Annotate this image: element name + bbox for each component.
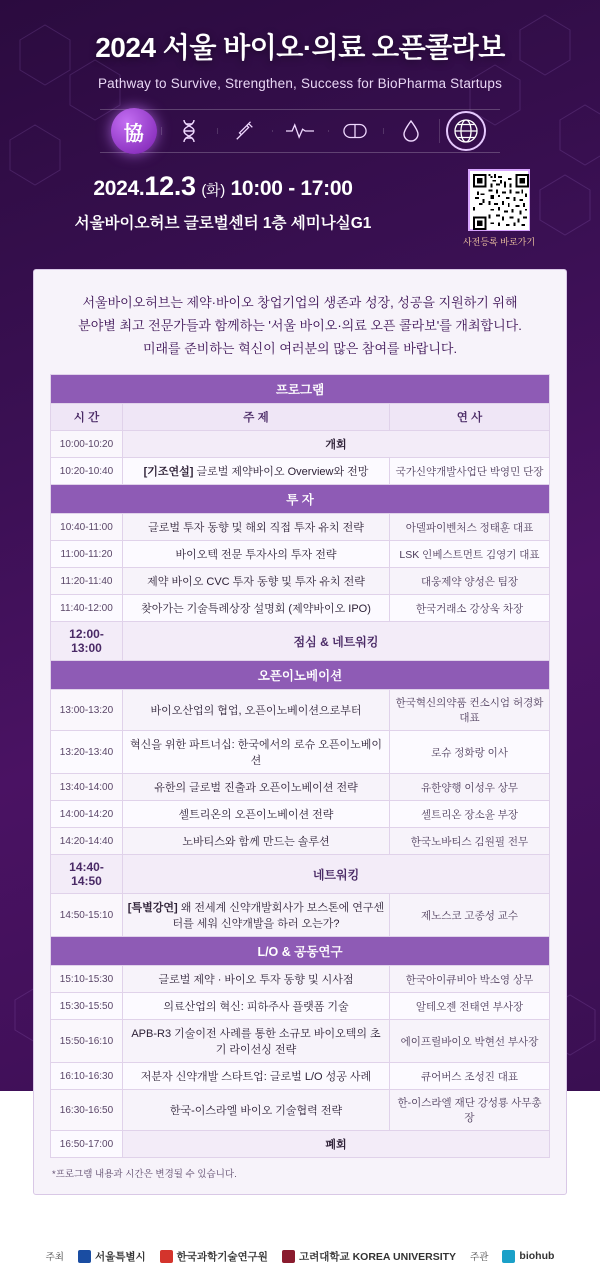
row-time: 10:20-10:40 bbox=[51, 458, 123, 485]
row-time: 14:00-14:20 bbox=[51, 801, 123, 828]
row-topic: 한국-이스라엘 바이오 기술협력 전략 bbox=[123, 1090, 390, 1131]
row-speaker: 한-이스라엘 재단 강성룡 사무총장 bbox=[390, 1090, 550, 1131]
event-datetime-block bbox=[58, 171, 388, 233]
intro-text bbox=[50, 288, 550, 374]
program-title: 프로그램 bbox=[51, 375, 550, 404]
event-meta bbox=[40, 169, 560, 255]
row-time: 16:50-17:00 bbox=[51, 1131, 123, 1158]
section-band bbox=[51, 485, 550, 514]
table-row bbox=[51, 431, 550, 458]
row-time: 13:20-13:40 bbox=[51, 731, 123, 774]
qr-code[interactable] bbox=[468, 169, 530, 231]
table-row bbox=[51, 1020, 550, 1063]
row-topic: 바이오산업의 협업, 오픈이노베이션으로부터 bbox=[123, 690, 390, 731]
section-band bbox=[51, 661, 550, 690]
row-speaker: 한국아이큐비아 박소영 상무 bbox=[390, 966, 550, 993]
intro-line-2: 분야별 최고 전문가들과 함께하는 '서울 바이오·의료 오픈 콜라보'를 개최합니다. bbox=[78, 317, 522, 333]
column-header-0: 시 간 bbox=[51, 404, 123, 431]
intro-line-3: 미래를 준비하는 혁신이 여러분의 많은 참여를 바랍니다. bbox=[142, 340, 458, 356]
date-weekday: (화) bbox=[201, 182, 225, 199]
row-topic: 점심 & 네트워킹 bbox=[123, 622, 550, 661]
syringe-icon bbox=[217, 120, 272, 142]
table-row bbox=[51, 568, 550, 595]
row-topic-text: 글로벌 제약바이오 Overview와 전망 bbox=[196, 466, 369, 479]
row-topic: 네트워킹 bbox=[123, 855, 550, 894]
logo-korea-univ-label: 고려대학교 KOREA UNIVERSITY bbox=[298, 1250, 457, 1263]
row-time: 16:10-16:30 bbox=[51, 1063, 123, 1090]
table-row bbox=[51, 855, 550, 894]
table-row bbox=[51, 894, 550, 937]
table-row bbox=[51, 541, 550, 568]
row-time: 15:50-16:10 bbox=[51, 1020, 123, 1063]
row-topic-tag: [특별강연] bbox=[127, 902, 181, 915]
program-table bbox=[50, 374, 550, 1158]
collab-badge-text: 協 bbox=[111, 108, 157, 154]
row-topic: 글로벌 제약 · 바이오 투자 동향 및 시사점 bbox=[123, 966, 390, 993]
row-time: 15:30-15:50 bbox=[51, 993, 123, 1020]
row-speaker: 한국거래소 강상욱 차장 bbox=[390, 595, 550, 622]
row-speaker: 한국혁신의약품 컨소시엄 허경화 대표 bbox=[390, 690, 550, 731]
contact-email[interactable]: biohubopencollabo@gmail.com bbox=[197, 1214, 378, 1229]
table-row bbox=[51, 622, 550, 661]
event-date-line bbox=[58, 171, 388, 202]
column-header-1: 주 제 bbox=[123, 404, 390, 431]
table-row bbox=[51, 993, 550, 1020]
row-topic: 제약 바이오 CVC 투자 동향 및 투자 유치 전략 bbox=[123, 568, 390, 595]
globe-icon bbox=[439, 111, 494, 151]
row-speaker: 알테오젠 전태연 부사장 bbox=[390, 993, 550, 1020]
row-time: 11:20-11:40 bbox=[51, 568, 123, 595]
logo-seoul-label: 서울특별시 bbox=[94, 1250, 146, 1263]
row-time: 14:20-14:40 bbox=[51, 828, 123, 855]
table-row bbox=[51, 828, 550, 855]
row-speaker: 에이프릴바이오 박현선 부사장 bbox=[390, 1020, 550, 1063]
heartbeat-icon bbox=[272, 122, 327, 140]
logo-seoul bbox=[78, 1249, 146, 1264]
logo-biohub-label: biohub bbox=[519, 1250, 555, 1263]
pill-icon bbox=[328, 122, 383, 140]
event-time: 10:00 - 17:00 bbox=[230, 177, 353, 200]
page-title: 2024 서울 바이오·의료 오픈콜라보 bbox=[95, 32, 505, 63]
table-row bbox=[51, 731, 550, 774]
row-topic: 찾아가는 기술특례상장 설명회 (제약바이오 IPO) bbox=[123, 595, 390, 622]
row-speaker: 큐어버스 조성진 대표 bbox=[390, 1063, 550, 1090]
table-row bbox=[51, 966, 550, 993]
contact-label: [ 문의처 ] bbox=[94, 1214, 146, 1229]
table-row bbox=[51, 595, 550, 622]
logo-biohub bbox=[502, 1250, 554, 1263]
date-prefix: 2024. bbox=[93, 177, 145, 200]
row-topic: 셀트리온의 오픈이노베이션 전략 bbox=[123, 801, 390, 828]
poster-footer bbox=[0, 1205, 600, 1275]
row-topic: 바이오텍 전문 투자사의 투자 전략 bbox=[123, 541, 390, 568]
logo-korea-univ bbox=[282, 1249, 456, 1264]
row-topic: APB-R3 기술이전 사례를 통한 소규모 바이오텍의 초기 라이선싱 전략 bbox=[123, 1020, 390, 1063]
table-row bbox=[51, 514, 550, 541]
section-band-label: L/O & 공동연구 bbox=[51, 937, 550, 966]
organizer-label: 주관 bbox=[470, 1252, 489, 1264]
section-band-label: 투 자 bbox=[51, 485, 550, 514]
row-time: 14:40-14:50 bbox=[51, 855, 123, 894]
section-band bbox=[51, 937, 550, 966]
kist-logo-mark bbox=[160, 1250, 173, 1263]
collab-badge-icon bbox=[106, 108, 161, 154]
row-time: 16:30-16:50 bbox=[51, 1090, 123, 1131]
table-row bbox=[51, 690, 550, 731]
row-speaker: 유한양행 이성우 상무 bbox=[390, 774, 550, 801]
row-topic bbox=[123, 458, 390, 485]
row-speaker: LSK 인베스트먼트 김영기 대표 bbox=[390, 541, 550, 568]
row-topic: 유한의 글로벌 진출과 오픈이노베이션 전략 bbox=[123, 774, 390, 801]
biohub-logo-mark bbox=[502, 1250, 515, 1263]
row-topic bbox=[123, 894, 390, 937]
logo-kist-label: 한국과학기술연구원 bbox=[176, 1250, 268, 1263]
program-card bbox=[33, 269, 567, 1195]
page-subtitle: Pathway to Survive, Strengthen, Success for BioPharma Startups bbox=[97, 76, 503, 91]
section-band-label: 오픈이노베이션 bbox=[51, 661, 550, 690]
program-title-row bbox=[51, 375, 550, 404]
icon-strip bbox=[100, 109, 500, 153]
qr-registration-block[interactable] bbox=[460, 169, 538, 248]
row-topic: 혁신을 위한 파트너십: 한국에서의 로슈 오픈이노베이션 bbox=[123, 731, 390, 774]
row-time: 12:00-13:00 bbox=[51, 622, 123, 661]
globe-badge bbox=[446, 111, 486, 151]
row-topic: 의료산업의 혁신: 피하주사 플랫폼 기술 bbox=[123, 993, 390, 1020]
event-venue: 서울바이오허브 글로벌센터 1층 세미나실G1 bbox=[74, 215, 372, 232]
row-time: 11:40-12:00 bbox=[51, 595, 123, 622]
logo-kist bbox=[160, 1249, 268, 1264]
row-speaker: 셀트리온 장소윤 부장 bbox=[390, 801, 550, 828]
row-topic-text: 왜 전세계 신약개발회사가 보스톤에 연구센터를 세워 신약개발을 하러 오는가? bbox=[172, 902, 385, 931]
date-big: 12.3 bbox=[144, 171, 196, 201]
table-row bbox=[51, 801, 550, 828]
row-time: 13:40-14:00 bbox=[51, 774, 123, 801]
row-topic-tag: [기조연설] bbox=[143, 466, 197, 479]
row-topic: 글로벌 투자 동향 및 해외 직접 투자 유치 전략 bbox=[123, 514, 390, 541]
seoul-logo-mark bbox=[78, 1250, 91, 1263]
host-label: 주최 bbox=[45, 1252, 64, 1264]
table-row bbox=[51, 1090, 550, 1131]
table-row bbox=[51, 774, 550, 801]
row-speaker: 아델파이벤처스 정태훈 대표 bbox=[390, 514, 550, 541]
intro-line-1: 서울바이오허브는 제약·바이오 창업기업의 생존과 성장, 성공을 지원하기 위해 bbox=[82, 295, 518, 310]
blood-drop-icon bbox=[383, 120, 438, 142]
row-time: 15:10-15:30 bbox=[51, 966, 123, 993]
program-note: *프로그램 내용과 시간은 변경될 수 있습니다. bbox=[52, 1169, 237, 1181]
row-speaker: 제노스코 고종성 교수 bbox=[390, 894, 550, 937]
table-row bbox=[51, 1063, 550, 1090]
dna-icon bbox=[161, 119, 216, 143]
contact-tel: 02-718-3700 bbox=[432, 1214, 506, 1229]
row-topic: 개회 bbox=[123, 431, 550, 458]
organization-bar bbox=[0, 1237, 600, 1275]
column-header-2: 연 사 bbox=[390, 404, 550, 431]
korea-univ-logo-mark bbox=[282, 1250, 295, 1263]
contact-line bbox=[0, 1205, 600, 1237]
row-time: 13:00-13:20 bbox=[51, 690, 123, 731]
row-speaker: 국가신약개발사업단 박영민 단장 bbox=[390, 458, 550, 485]
qr-label: 사전등록 바로가기 bbox=[462, 237, 536, 247]
tel-label: TEL : bbox=[398, 1214, 429, 1229]
row-topic: 폐회 bbox=[123, 1131, 550, 1158]
table-row bbox=[51, 1131, 550, 1158]
row-topic: 노바티스와 함께 만드는 솔루션 bbox=[123, 828, 390, 855]
email-label: E-mail : bbox=[149, 1214, 194, 1229]
row-time: 14:50-15:10 bbox=[51, 894, 123, 937]
row-speaker: 대웅제약 양성은 팀장 bbox=[390, 568, 550, 595]
row-speaker: 로슈 정화랑 이사 bbox=[390, 731, 550, 774]
row-topic: 저분자 신약개발 스타트업: 글로벌 L/O 성공 사례 bbox=[123, 1063, 390, 1090]
row-time: 11:00-11:20 bbox=[51, 541, 123, 568]
program-column-header bbox=[51, 404, 550, 431]
poster-header bbox=[0, 0, 600, 255]
row-speaker: 한국노바티스 김원필 전무 bbox=[390, 828, 550, 855]
row-time: 10:40-11:00 bbox=[51, 514, 123, 541]
table-row bbox=[51, 458, 550, 485]
row-time: 10:00-10:20 bbox=[51, 431, 123, 458]
